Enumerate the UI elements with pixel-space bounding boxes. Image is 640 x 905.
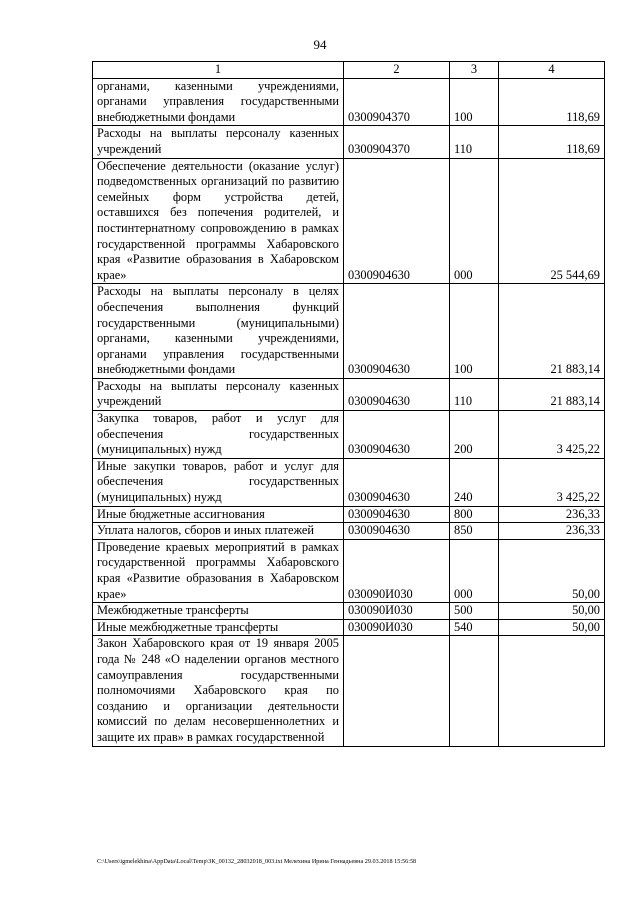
table-row bbox=[93, 78, 605, 126]
column-header-name: 1 bbox=[93, 62, 344, 79]
row-code-cell: 0300904630 bbox=[344, 523, 450, 540]
row-amount-cell: 118,69 bbox=[499, 126, 605, 158]
row-amount-cell: 3 425,22 bbox=[499, 411, 605, 459]
row-amount-cell bbox=[499, 636, 605, 746]
table-header-row bbox=[93, 62, 605, 79]
row-amount-cell: 50,00 bbox=[499, 619, 605, 636]
budget-table bbox=[92, 61, 605, 747]
table-body bbox=[93, 78, 605, 746]
row-code-cell: 0300904630 bbox=[344, 378, 450, 410]
row-name-cell: Проведение краевых мероприятий в рамках государственной программы Хабаровского края «Развитие образования в Хабаровском крае» bbox=[93, 539, 344, 602]
row-name-cell: органами, казенными учреждениями, органами управления государственными внебюджетными фондами bbox=[93, 78, 344, 126]
row-code-cell: 0300904630 bbox=[344, 284, 450, 379]
table-row bbox=[93, 603, 605, 620]
row-amount-cell: 50,00 bbox=[499, 603, 605, 620]
row-amount-cell: 50,00 bbox=[499, 539, 605, 602]
row-code-cell: 0300904370 bbox=[344, 126, 450, 158]
row-type-cell: 200 bbox=[450, 411, 499, 459]
row-amount-cell: 236,33 bbox=[499, 506, 605, 523]
row-type-cell: 100 bbox=[450, 78, 499, 126]
table-row bbox=[93, 523, 605, 540]
row-code-cell bbox=[344, 636, 450, 746]
table-row bbox=[93, 411, 605, 459]
row-name-cell: Уплата налогов, сборов и иных платежей bbox=[93, 523, 344, 540]
column-header-type: 3 bbox=[450, 62, 499, 79]
table-row bbox=[93, 506, 605, 523]
file-path-footer: C:\Users\igmelekhina\AppData\Local\Temp\ЗК_00132_28032018_003.txt Мелехина Ирина Геннадьевна 29.03.2018 15:56:58 bbox=[97, 858, 417, 865]
row-name-cell: Расходы на выплаты персоналу казенных учреждений bbox=[93, 378, 344, 410]
table-row bbox=[93, 539, 605, 602]
row-type-cell: 850 bbox=[450, 523, 499, 540]
row-name-cell: Расходы на выплаты персоналу в целях обеспечения выполнения функций государственными (муниципальными) органами, казенными учреждениями, органами управления государственными внебюджетными фондами bbox=[93, 284, 344, 379]
row-name-cell: Иные межбюджетные трансферты bbox=[93, 619, 344, 636]
row-amount-cell: 21 883,14 bbox=[499, 378, 605, 410]
row-code-cell: 0300904370 bbox=[344, 78, 450, 126]
row-code-cell: 0300904630 bbox=[344, 506, 450, 523]
table-row bbox=[93, 126, 605, 158]
table-row bbox=[93, 284, 605, 379]
column-header-amount: 4 bbox=[499, 62, 605, 79]
row-code-cell: 030090И030 bbox=[344, 539, 450, 602]
row-type-cell: 000 bbox=[450, 158, 499, 284]
row-code-cell: 030090И030 bbox=[344, 603, 450, 620]
page-number: 94 bbox=[313, 37, 327, 52]
row-amount-cell: 21 883,14 bbox=[499, 284, 605, 379]
row-amount-cell: 118,69 bbox=[499, 78, 605, 126]
row-type-cell: 000 bbox=[450, 539, 499, 602]
row-name-cell: Закон Хабаровского края от 19 января 2005 года № 248 «О наделении органов местного самоуправления государственными полномочиями Хабаровского края по созданию и организации деятельности комиссий по делам несовершеннолетних и защите их прав» в рамках государственной bbox=[93, 636, 344, 746]
table-row bbox=[93, 636, 605, 746]
table-row bbox=[93, 619, 605, 636]
row-code-cell: 0300904630 bbox=[344, 158, 450, 284]
row-amount-cell: 3 425,22 bbox=[499, 458, 605, 506]
table-row bbox=[93, 158, 605, 284]
row-name-cell: Иные закупки товаров, работ и услуг для обеспечения государственных (муниципальных) нужд bbox=[93, 458, 344, 506]
row-type-cell: 110 bbox=[450, 378, 499, 410]
row-name-cell: Расходы на выплаты персоналу казенных учреждений bbox=[93, 126, 344, 158]
table-row bbox=[93, 378, 605, 410]
row-name-cell: Иные бюджетные ассигнования bbox=[93, 506, 344, 523]
row-type-cell: 110 bbox=[450, 126, 499, 158]
row-code-cell: 0300904630 bbox=[344, 411, 450, 459]
row-type-cell: 100 bbox=[450, 284, 499, 379]
row-code-cell: 030090И030 bbox=[344, 619, 450, 636]
row-type-cell: 540 bbox=[450, 619, 499, 636]
row-type-cell bbox=[450, 636, 499, 746]
row-amount-cell: 25 544,69 bbox=[499, 158, 605, 284]
column-header-code: 2 bbox=[344, 62, 450, 79]
row-name-cell: Межбюджетные трансферты bbox=[93, 603, 344, 620]
row-amount-cell: 236,33 bbox=[499, 523, 605, 540]
row-type-cell: 500 bbox=[450, 603, 499, 620]
row-code-cell: 0300904630 bbox=[344, 458, 450, 506]
table-row bbox=[93, 458, 605, 506]
row-type-cell: 800 bbox=[450, 506, 499, 523]
row-type-cell: 240 bbox=[450, 458, 499, 506]
row-name-cell: Закупка товаров, работ и услуг для обеспечения государственных (муниципальных) нужд bbox=[93, 411, 344, 459]
row-name-cell: Обеспечение деятельности (оказание услуг) подведомственных организаций по развитию семейных форм устройства детей, оставшихся без попечения родителей, и постинтернатному сопровождению в рамках государственной программы Хабаровского края «Развитие образования в Хабаровском крае» bbox=[93, 158, 344, 284]
